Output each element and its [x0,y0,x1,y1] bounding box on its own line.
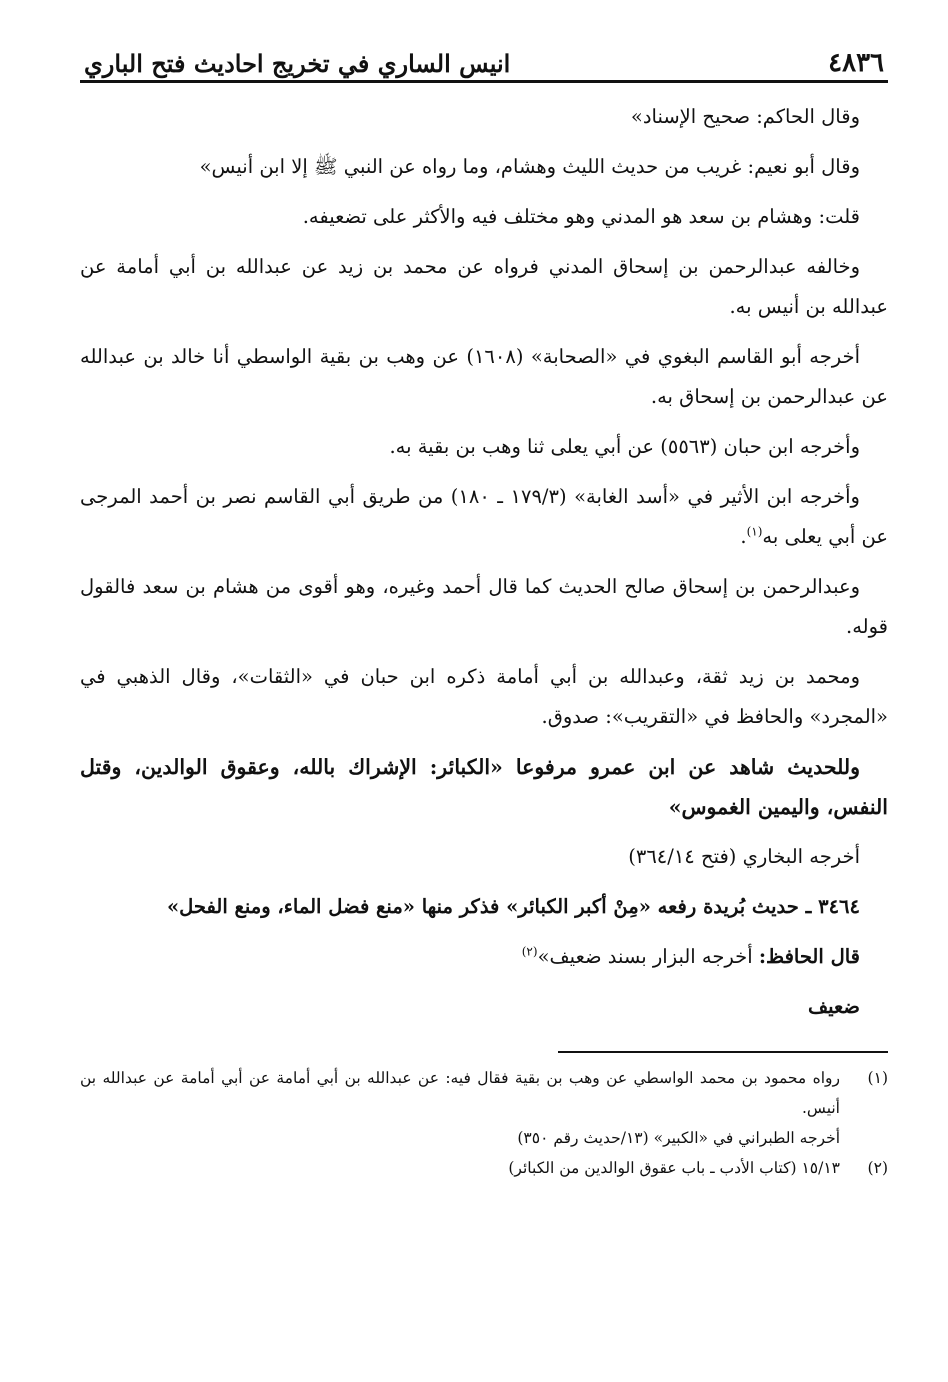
page-header [80,40,888,83]
footnote-ref[interactable]: (١) [746,524,763,539]
footnote-ref[interactable]: (٢) [521,944,538,959]
paragraph: قلت: وهشام بن سعد هو المدني وهو مختلف فيه والأكثر على تضعيفه. [302,205,860,228]
paragraph: وعبدالرحمن بن إسحاق صالح الحديث كما قال أحمد وغيره، وهو أقوى من هشام بن سعد فالقول قوله. [80,575,888,638]
footnote-text: رواه محمود بن محمد الواسطي عن وهب بن بقية فقال فيه: عن عبدالله بن أبي أمامة عن أبي أمامة عن عبدالله بن أنيس. [80,1069,840,1117]
hafiz-statement [80,937,888,977]
footnote-number: (٢) [867,1159,888,1177]
paragraph: وقال أبو نعيم: غريب من حديث الليث وهشام، وما رواه عن النبي ﷺ إلا ابن أنيس» [199,155,860,178]
witness-paragraph: وللحديث شاهد عن ابن عمرو مرفوعا «الكبائر: الإشراك بالله، وعقوق الوالدين، وقتل النفس، واليمين الغموس» [80,755,888,819]
footnote-continuation: أخرجه الطبراني في «الكبير» (١٣/حديث رقم ٣٥٠) [517,1129,840,1147]
footnote-number: (١) [867,1069,888,1087]
paragraph-end: . [740,525,747,548]
footnote-separator [558,1051,888,1053]
paragraph: وخالفه عبدالرحمن بن إسحاق المدني فرواه عن محمد بن زيد عن عبدالله بن أبي أمامة عن عبدالله بن أنيس به. [80,255,888,318]
bukhari-line: أخرجه البخاري (فتح ٣٦٤/١٤) [628,845,860,868]
footnote-text: ١٥/١٣ (كتاب الأدب ـ باب عقوق الوالدين من الكبائر) [508,1159,840,1177]
page-body [80,97,888,1027]
page-number: ٤٨٣٦ [828,48,884,78]
hafiz-text: أخرجه البزار بسند ضعيف» [537,945,753,968]
paragraph: وقال الحاكم: صحيح الإسناد» [630,105,860,128]
footnotes [80,1063,888,1183]
hadith-verdict: ضعيف [807,995,860,1018]
footnote-item [80,1153,888,1183]
paragraph: أخرجه أبو القاسم البغوي في «الصحابة» (١٦٠٨) عن وهب بن بقية الواسطي أنا خالد بن عبدالله عن عبدالرحمن بن إسحاق به. [80,345,888,408]
paragraph-text: وأخرجه ابن الأثير في «أسد الغابة» (١٧٩/٣ ـ ١٨٠) من طريق أبي القاسم نصر بن أحمد المرجى عن أبي يعلى به [80,485,888,548]
running-title: انيس الساري في تخريج احاديث فتح الباري [84,49,511,78]
paragraph: ومحمد بن زيد ثقة، وعبدالله بن أبي أمامة ذكره ابن حبان في «الثقات»، وقال الذهبي في «المجرد» والحافظ في «التقريب»: صدوق. [80,665,888,728]
hafiz-label: قال الحافظ: [758,945,860,968]
paragraph-with-footnote [80,477,888,557]
footnote-item [80,1063,888,1123]
paragraph: وأخرجه ابن حبان (٥٥٦٣) عن أبي يعلى ثنا وهب بن بقية به. [389,435,860,458]
hadith-heading: ٣٤٦٤ ـ حديث بُريدة رفعه «مِنْ أكبر الكبائر» فذكر منها «منع فضل الماء، ومنع الفحل» [166,895,860,918]
